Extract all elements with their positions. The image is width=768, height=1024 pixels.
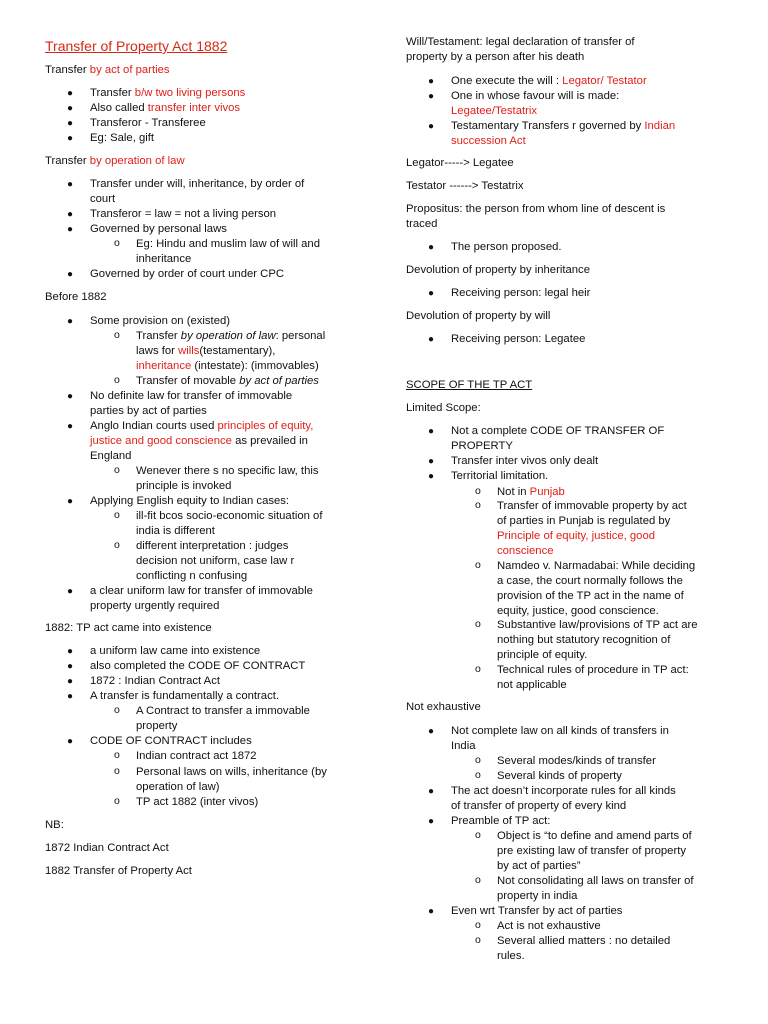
list-item: A transfer is fundamentally a contract. [90,690,280,702]
sub-list-item: property in india [497,890,578,902]
sub-list-item: pre existing law of transfer of property [497,845,686,857]
sub-list-item: laws for wills(testamentary), [136,345,276,357]
sub-list-item: Indian contract act 1872 [136,750,257,762]
note-label: NB: [45,819,64,831]
bullet-icon: ● [67,691,74,702]
paragraph: Will/Testament: legal declaration of transfer of [406,36,635,48]
bullet-icon: ● [428,91,435,102]
circle-bullet-icon: o [114,237,120,249]
list-item: Territorial limitation. [451,470,549,482]
paragraph: Propositus: the person from whom line of descent is [406,203,666,215]
circle-bullet-icon: o [114,374,120,386]
sub-list-item: provision of the TP act in the name of [497,590,684,602]
bullet-icon: ● [67,646,74,657]
sub-list-item: inheritance (intestate): (immovables) [136,360,319,372]
section-heading: SCOPE OF THE TP ACT [406,379,533,391]
list-item: a uniform law came into existence [90,645,261,657]
circle-bullet-icon: o [475,769,481,781]
list-item: Transfer under will, inheritance, by order of [90,178,305,190]
circle-bullet-icon: o [475,485,481,497]
bullet-icon: ● [67,676,74,687]
list-item: Transfer b/w two living persons [90,87,246,99]
circle-bullet-icon: o [114,509,120,521]
list-item: Some provision on (existed) [90,315,231,327]
sub-list-item: Transfer of movable by act of parties [136,375,319,387]
sub-list-item: TP act 1882 (inter vivos) [136,796,259,808]
sub-list-item: Technical rules of procedure in TP act: [497,664,689,676]
paragraph: Limited Scope: [406,402,481,414]
bullet-icon: ● [67,269,74,280]
sub-list-item: different interpretation : judges [136,540,289,552]
bullet-icon: ● [428,726,435,737]
section-heading: 1882: TP act came into existence [45,622,212,634]
circle-bullet-icon: o [475,934,481,946]
list-item: One execute the will : Legator/ Testator [451,75,647,87]
sub-list-item: inheritance [136,253,192,265]
circle-bullet-icon: o [475,754,481,766]
list-item: Not complete law on all kinds of transfers in [451,725,669,737]
bullet-icon: ● [67,496,74,507]
list-item: Not a complete CODE OF TRANSFER OF [451,425,665,437]
paragraph: property by a person after his death [406,51,585,63]
sub-list-item: Object is “to define and amend parts of [497,830,692,842]
paragraph: Devolution of property by will [406,310,551,322]
circle-bullet-icon: o [475,499,481,511]
list-item: Preamble of TP act: [451,815,551,827]
sub-list-item: property [136,720,178,732]
list-item: Governed by personal laws [90,223,227,235]
list-item: The act doesn’t incorporate rules for all kinds [451,785,676,797]
bullet-icon: ● [428,288,435,299]
bullet-icon: ● [67,736,74,747]
bullet-icon: ● [428,76,435,87]
bullet-icon: ● [67,316,74,327]
list-item: India [451,740,476,752]
circle-bullet-icon: o [475,663,481,675]
sub-list-item: Wenever there s no specific law, this [136,465,319,477]
list-item: a clear uniform law for transfer of immovable [90,585,313,597]
sub-list-item: A Contract to transfer a immovable [136,705,310,717]
bullet-icon: ● [67,391,74,402]
bullet-icon: ● [428,426,435,437]
paragraph: Testator ------> Testatrix [406,180,524,192]
bullet-icon: ● [428,906,435,917]
list-item: of transfer of property of every kind [451,800,627,812]
list-item: justice and good conscience as prevailed in [90,435,308,447]
bullet-icon: ● [67,103,74,114]
list-item: One in whose favour will is made: [451,90,620,102]
bullet-icon: ● [428,456,435,467]
sub-list-item: Principle of equity, justice, good [497,530,656,542]
list-item: 1872 : Indian Contract Act [90,675,220,687]
list-item: Transfer inter vivos only dealt [451,455,599,467]
sub-list-item: Not in Punjab [497,486,565,498]
list-item: Transferor = law = not a living person [90,208,277,220]
circle-bullet-icon: o [114,795,120,807]
bullet-icon: ● [67,88,74,99]
sub-list-item: conscience [497,545,554,557]
bullet-icon: ● [67,118,74,129]
circle-bullet-icon: o [114,765,120,777]
sub-list-item: by act of parties” [497,860,581,872]
sub-list-item: india is different [136,525,215,537]
list-item: succession Act [451,135,526,147]
paragraph: Not exhaustive [406,701,481,713]
section-heading: Before 1882 [45,291,107,303]
circle-bullet-icon: o [475,829,481,841]
sub-list-item: decision not uniform, case law r [136,555,295,567]
sub-list-item: rules. [497,950,525,962]
circle-bullet-icon: o [114,464,120,476]
bullet-icon: ● [428,471,435,482]
list-item: England [90,450,132,462]
sub-list-item: a case, the court normally follows the [497,575,683,587]
bullet-icon: ● [428,786,435,797]
list-item: Applying English equity to Indian cases: [90,495,290,507]
bullet-icon: ● [67,133,74,144]
list-item: CODE OF CONTRACT includes [90,735,252,747]
bullet-icon: ● [428,121,435,132]
sub-list-item: Several allied matters : no detailed [497,935,671,947]
circle-bullet-icon: o [475,919,481,931]
bullet-icon: ● [67,179,74,190]
sub-list-item: principle of equity. [497,649,588,661]
list-item: Even wrt Transfer by act of parties [451,905,623,917]
document-title: Transfer of Property Act 1882 [45,38,228,54]
sub-list-item: Transfer of immovable property by act [497,500,687,512]
paragraph: Devolution of property by inheritance [406,264,590,276]
sub-list-item: principle is invoked [136,480,232,492]
list-item: The person proposed. [451,241,562,253]
note-line: 1882 Transfer of Property Act [45,865,192,877]
sub-list-item: Personal laws on wills, inheritance (by [136,766,327,778]
list-item: also completed the CODE OF CONTRACT [90,660,306,672]
bullet-icon: ● [67,209,74,220]
circle-bullet-icon: o [114,749,120,761]
list-item: Eg: Sale, gift [90,132,155,144]
list-item: Receiving person: Legatee [451,333,586,345]
list-item: parties by act of parties [90,405,207,417]
section-heading: Transfer by act of parties [45,64,170,76]
sub-list-item: of parties in Punjab is regulated by [497,515,671,527]
list-item: property urgently required [90,600,220,612]
sub-list-item: conflicting n confusing [136,570,248,582]
list-item: Transferor - Transferee [90,117,206,129]
paragraph: traced [406,218,438,230]
sub-list-item: Act is not exhaustive [497,920,601,932]
section-heading: Transfer by operation of law [45,155,185,167]
list-item: Governed by order of court under CPC [90,268,285,280]
sub-list-item: operation of law) [136,781,220,793]
sub-list-item: ill-fit bcos socio-economic situation of [136,510,323,522]
sub-list-item: Several modes/kinds of transfer [497,755,656,767]
bullet-icon: ● [67,586,74,597]
sub-list-item: Not consolidating all laws on transfer of [497,875,694,887]
list-item: No definite law for transfer of immovable [90,390,293,402]
list-item: Receiving person: legal heir [451,287,591,299]
bullet-icon: ● [428,334,435,345]
circle-bullet-icon: o [114,539,120,551]
bullet-icon: ● [67,224,74,235]
sub-list-item: Substantive law/provisions of TP act are [497,619,698,631]
circle-bullet-icon: o [114,329,120,341]
list-item: Anglo Indian courts used principles of equity, [90,420,314,432]
note-line: 1872 Indian Contract Act [45,842,169,854]
circle-bullet-icon: o [475,874,481,886]
sub-list-item: not applicable [497,679,567,691]
bullet-icon: ● [428,816,435,827]
sub-list-item: equity, justice, good conscience. [497,605,659,617]
list-item: Testamentary Transfers r governed by Indian [451,120,676,132]
sub-list-item: Transfer by operation of law: personal [136,330,326,342]
paragraph: Legator-----> Legatee [406,157,514,169]
list-item: Also called transfer inter vivos [90,102,241,114]
circle-bullet-icon: o [114,704,120,716]
sub-list-item: Namdeo v. Narmadabai: While deciding [497,560,696,572]
list-item: PROPERTY [451,440,513,452]
bullet-icon: ● [428,242,435,253]
sub-list-item: nothing but statutory recognition of [497,634,671,646]
circle-bullet-icon: o [475,618,481,630]
sub-list-item: Eg: Hindu and muslim law of will and [136,238,320,250]
bullet-icon: ● [67,661,74,672]
circle-bullet-icon: o [475,559,481,571]
list-item: Legatee/Testatrix [451,105,538,117]
bullet-icon: ● [67,421,74,432]
list-item: court [90,193,116,205]
sub-list-item: Several kinds of property [497,770,622,782]
